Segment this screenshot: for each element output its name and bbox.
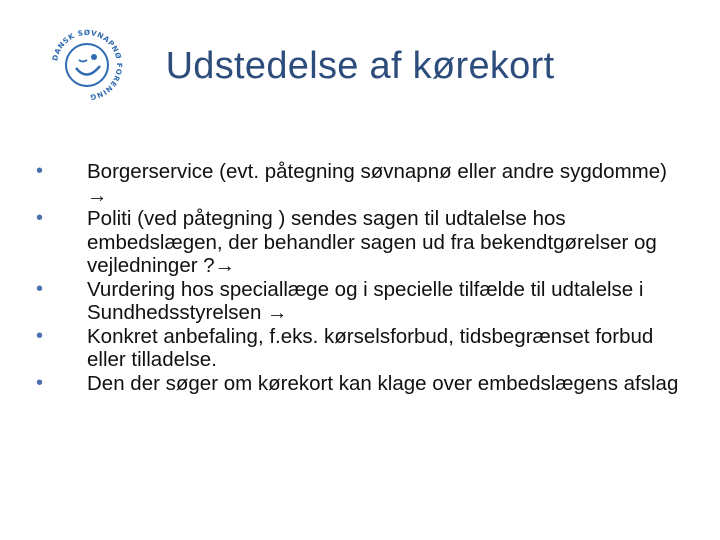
- bullet-text: Konkret anbefaling, f.eks. kørselsforbud, tidsbegrænset forbud eller tilladelse.: [87, 324, 654, 371]
- bullet-dot-icon: •: [36, 371, 44, 394]
- bullet-item: [30, 372, 690, 396]
- bullet-dot-icon: •: [36, 160, 44, 182]
- slide-title-text: Udstedelse af kørekort: [165, 45, 555, 87]
- bullet-item: [30, 278, 690, 325]
- bullet-dot-icon: •: [36, 207, 44, 229]
- bullet-text: Politi (ved påtegning ) sendes sagen til udtalelse hos embedslægen, der behandler sagen ud fra bekendtgørelser og vejledninger ?→: [87, 207, 657, 277]
- bullet-item: [30, 160, 690, 207]
- bullet-item: [30, 325, 690, 372]
- bullet-dot-icon: •: [36, 277, 44, 300]
- bullet-item: [30, 207, 690, 278]
- bullet-text: Borgerservice (evt. påtegning søvnapnø eller andre sygdomme) →: [87, 160, 667, 207]
- bullet-list: [30, 160, 690, 395]
- logo-ring-text: DANSK SØVNAPNØ FORENING: [50, 27, 125, 102]
- bullet-text: Vurdering hos speciallæge og i specielle tilfælde til udtalelse i Sundhedsstyrelsen →: [87, 277, 644, 324]
- bullet-text: Den der søger om kørekort kan klage over embedslægens afslag: [87, 371, 679, 395]
- bullet-dot-icon: •: [36, 324, 44, 347]
- slide-title: [0, 45, 720, 88]
